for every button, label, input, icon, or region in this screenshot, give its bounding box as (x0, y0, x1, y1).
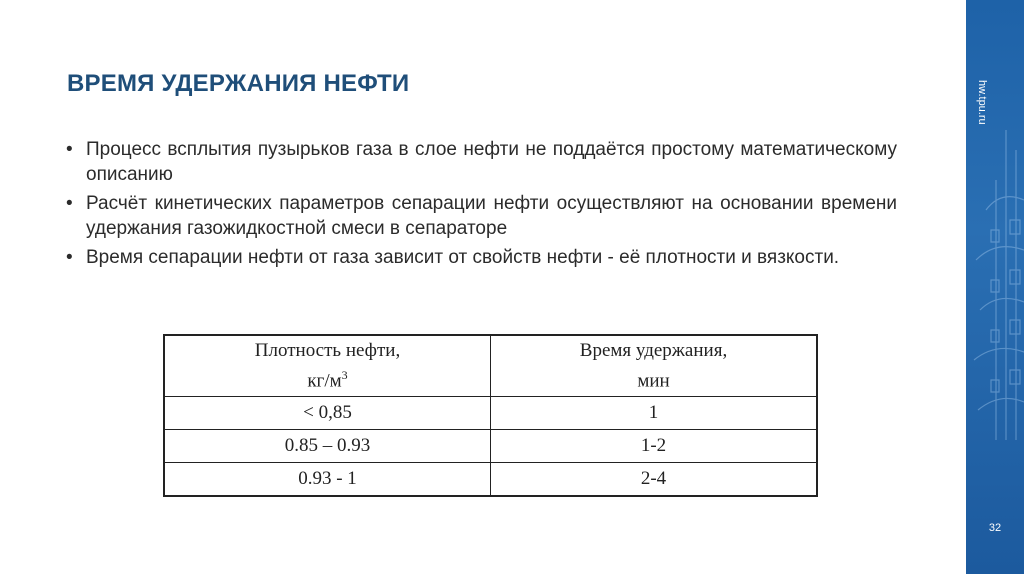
bullet-text: Процесс всплытия пузырьков газа в слое нефти не поддаётся простому математическому описанию (86, 139, 897, 185)
table-cell: 1-2 (491, 430, 818, 463)
table-cell: 0.93 - 1 (164, 463, 491, 497)
slide-title: ВРЕМЯ УДЕРЖАНИЯ НЕФТИ (67, 70, 410, 97)
table-row (164, 463, 817, 497)
header-retention-time: Время удержания, мин (491, 335, 818, 397)
sidebar-band (966, 0, 1024, 574)
bullet-list (62, 137, 897, 274)
table-cell: 1 (491, 397, 818, 430)
page-number: 32 (988, 522, 1002, 534)
table-row (164, 430, 817, 463)
header-density: Плотность нефти, $кг/м^3$ (164, 335, 491, 397)
bullet-dot: • (66, 247, 73, 268)
table-header-row (164, 335, 817, 397)
bullet-item (62, 245, 897, 270)
bullet-dot: • (66, 193, 73, 214)
table-cell: 0.85 – 0.93 (164, 430, 491, 463)
building-photo-icon (966, 120, 1024, 450)
bullet-item (62, 137, 897, 187)
table-cell: < 0,85 (164, 397, 491, 430)
retention-time-table (163, 334, 818, 497)
site-url: hw.tpu.ru (976, 80, 988, 125)
bullet-text: Время сепарации нефти от газа зависит от свойств нефти - её плотности и вязкости. (86, 247, 840, 268)
bullet-text: Расчёт кинетических параметров сепарации нефти осуществляют на основании времени удержания газожидкостной смеси в сепараторе (86, 193, 897, 239)
bullet-item (62, 191, 897, 241)
table-cell: 2-4 (491, 463, 818, 497)
bullet-dot: • (66, 139, 73, 160)
table-row (164, 397, 817, 430)
